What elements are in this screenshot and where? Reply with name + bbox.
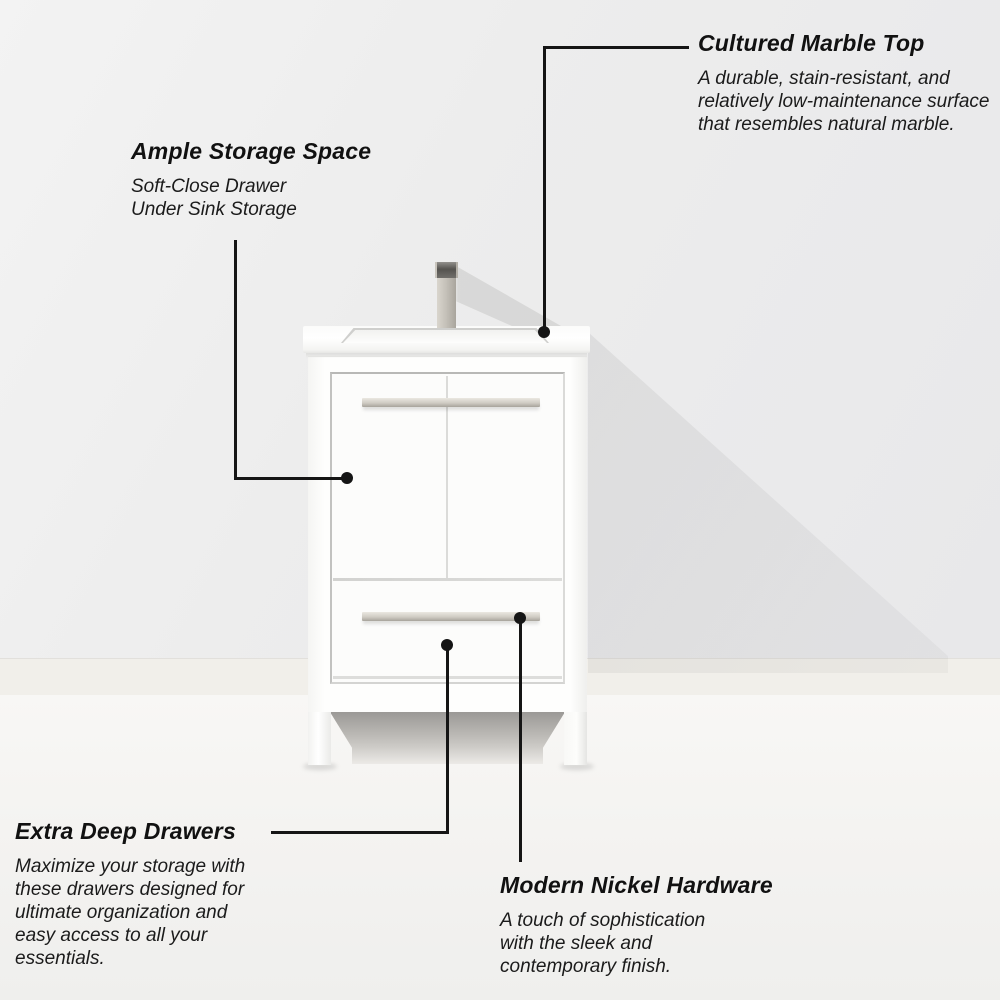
callout-hardware: [500, 872, 800, 978]
callout-drawers-line: these drawers designed for: [15, 879, 245, 900]
marble-top-leader-horizontal: [543, 46, 689, 49]
right-leg: [564, 712, 587, 765]
faucet-spout: [435, 262, 458, 278]
sink-basin-inner: [343, 330, 547, 343]
marble-top-leader-vertical: [543, 46, 546, 329]
drawers-callout-dot: [441, 639, 453, 651]
storage-callout-dot: [341, 472, 353, 484]
left-leg: [308, 712, 331, 765]
callout-hardware-line: contemporary finish.: [500, 956, 672, 977]
marble-top-callout-dot: [538, 326, 550, 338]
callout-drawers-line: essentials.: [15, 948, 105, 969]
callout-storage-title: Ample Storage Space: [131, 138, 372, 164]
callout-storage-line: Under Sink Storage: [131, 199, 297, 220]
doors-drawer-divider: [333, 578, 562, 581]
storage-leader-horizontal: [234, 477, 346, 480]
callout-storage: [131, 138, 391, 221]
door-handle: [362, 398, 540, 407]
callout-hardware-title: Modern Nickel Hardware: [500, 872, 773, 898]
countertop-under-shadow: [306, 353, 587, 358]
callout-drawers-line: ultimate organization and: [15, 902, 228, 923]
callout-drawers: [15, 818, 275, 970]
faucet: [437, 276, 456, 328]
callout-marble-top-title: Cultured Marble Top: [698, 30, 925, 56]
callout-drawers-line: Maximize your storage with: [15, 856, 246, 877]
callout-marble-top-line: that resembles natural marble.: [698, 114, 955, 135]
callout-hardware-line: A touch of sophistication: [500, 910, 706, 931]
sink-basin: [341, 328, 549, 343]
drawers-leader-vertical: [446, 648, 449, 834]
callout-marble-top-line: relatively low-maintenance surface: [698, 91, 990, 112]
drawers-leader-horizontal: [271, 831, 449, 834]
callout-drawers-title: Extra Deep Drawers: [15, 818, 236, 844]
callout-storage-line: Soft-Close Drawer: [131, 176, 287, 197]
hardware-callout-dot: [514, 612, 526, 624]
hardware-leader-vertical: [519, 621, 522, 862]
storage-leader-vertical: [234, 240, 237, 480]
callout-hardware-line: with the sleek and: [500, 933, 653, 954]
callout-drawers-line: easy access to all your: [15, 925, 208, 946]
callout-marble-top-line: A durable, stain-resistant, and: [698, 68, 950, 89]
callout-marble-top: [698, 30, 993, 136]
